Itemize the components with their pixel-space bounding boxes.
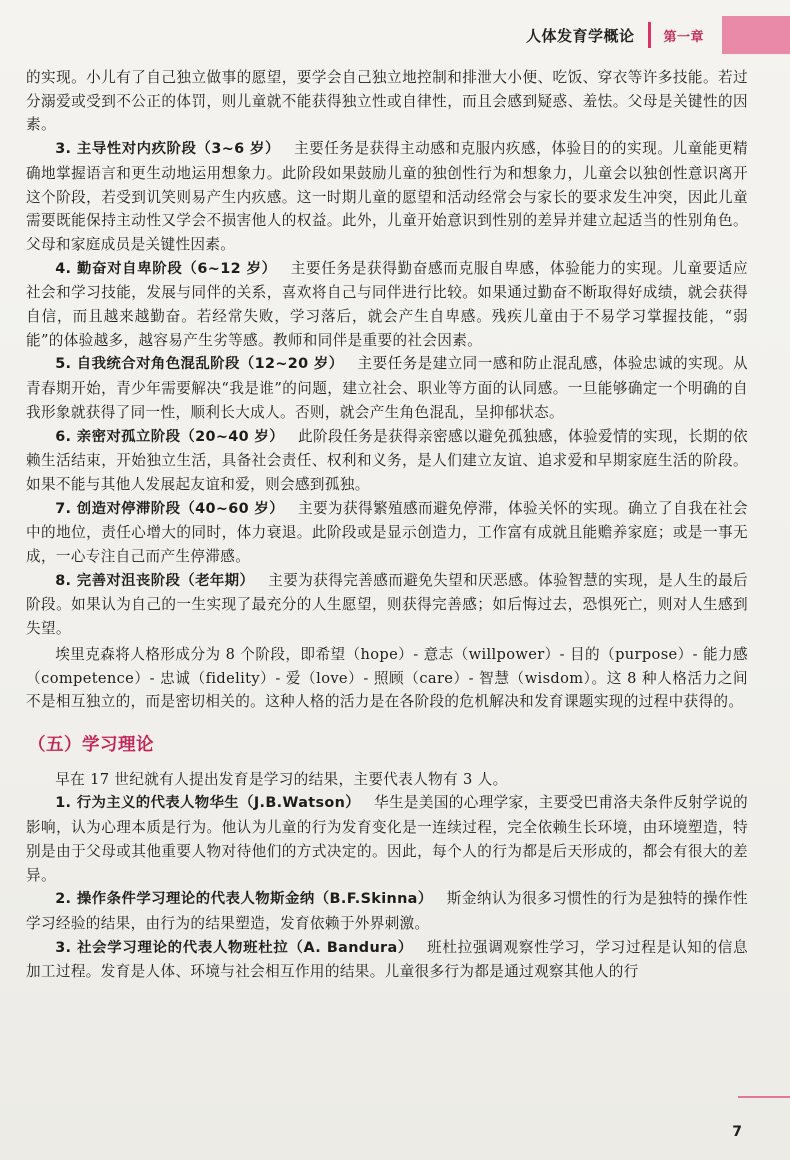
stage-title: 4. 勤奋对自卑阶段（6~12 岁） — [55, 260, 277, 277]
book-title: 人体发育学概论 — [525, 26, 635, 45]
stage-title: 8. 完善对沮丧阶段（老年期） — [55, 572, 255, 589]
stage-title: 5. 自我统合对角色混乱阶段（12~20 岁） — [55, 356, 344, 373]
section-heading: （五）学习理论 — [28, 734, 154, 755]
running-header — [526, 16, 790, 54]
paragraph-learning-intro: 早在 17 世纪就有人提出发育是学习的结果，主要代表人物有 3 人。 — [55, 770, 508, 788]
paragraph-stage-6 — [26, 425, 748, 497]
stage-text: 主要任务是获得主动感和克服内疚感，体验目的的实现。儿童能更精确地掌握语言和更生动地运用想象力。此阶段如果鼓励儿童的独创性行为和想象力，儿童会以独创性意识离开这个阶段，若受到讥笑则易产生内疚感。这一时期儿童的愿望和活动经常会与家长的要求发生冲突，因此儿童需要既能保持主动性又学会不损害他人的权益。此外，儿童开始意识到性别的差异并建立起适当的性别角色。父母和家庭成员是关键性因素。 — [26, 140, 748, 253]
paragraph-stage-8 — [26, 569, 748, 641]
header-divider — [648, 22, 651, 48]
stage-text: 主要任务是获得勤奋感而克服自卑感，体验能力的实现。儿童要适应社会和学习技能，发展与同伴的关系，喜欢将自己与同伴进行比较。如果通过勤奋不断取得好成绩，就会获得自信，而且越来越勤奋。若经常失败，学习落后，就会产生自卑感。残疾儿童由于不易学习掌握技能，“弱能”的体验越多，越容易产生劣等感。教师和同伴是重要的社会因素。 — [26, 259, 748, 349]
theory-title: 2. 操作条件学习理论的代表人物斯金纳（B.F.Skinna） — [55, 891, 433, 908]
theory-title: 1. 行为主义的代表人物华生（J.B.Watson） — [55, 795, 360, 812]
paragraph-stage-3 — [26, 137, 748, 257]
paragraph-watson — [26, 791, 748, 887]
theory-title: 3. 社会学习理论的代表人物班杜拉（A. Bandura） — [55, 939, 414, 956]
paragraph-continuation: 的实现。小儿有了自己独立做事的愿望，要学会自己独立地控制和排泄大小便、吃饭、穿衣等许多技能。若过分溺爱或受到不公正的体罚，则儿童就不能获得独立性或自律性，而且会感到疑惑、羞怯。父母是关键性的因素。 — [26, 69, 748, 134]
body-text — [26, 66, 748, 984]
theory-text: 斯金纳认为很多习惯性的行为是独特的操作性学习经验的结果，由行为的结果塑造，发育依赖于外界刺激。 — [26, 890, 748, 932]
paragraph-stage-5 — [26, 352, 748, 424]
stage-text: 主要为获得繁殖感而避免停滞，体验关怀的实现。确立了自我在社会中的地位，责任心增大的同时，体力衰退。此阶段或是显示创造力，工作富有成就且能赡养家庭；或是一事无成，一心专注自己而产生停滞感。 — [26, 499, 748, 566]
stage-text: 主要为获得完善感而避免失望和厌恶感。体验智慧的实现，是人生的最后阶段。如果认为自己的一生实现了最充分的人生愿望，则获得完善感；如后悔过去，恐惧死亡，则对人生感到失望。 — [26, 571, 748, 638]
page-number: 7 — [732, 1124, 742, 1140]
chapter-label: 第一章 — [663, 29, 704, 45]
footer-rule — [738, 1096, 790, 1098]
stage-text: 主要任务是建立同一感和防止混乱感，体验忠诚的实现。从青春期开始，青少年需要解决“我是谁”的问题，建立社会、职业等方面的认同感。一旦能够确定一个明确的自我形象就获得了同一性，顺利长大成人。否则，就会产生角色混乱，呈抑郁状态。 — [26, 355, 748, 421]
paragraph-summary: 埃里克森将人格形成分为 8 个阶段，即希望（hope）- 意志（willpower）- 目的（purpose）- 能力感（competence）- 忠诚（fidelity）- 爱（love）- 照顾（care）- 智慧（wisdom）。这 8 种人格活力之间不是相互独立的，而是密切相关的。这种人格的活力是在各阶段的危机解决和发育课题实现的过程中获得的。 — [26, 645, 748, 711]
theory-text: 华生是美国的心理学家，主要受巴甫洛夫条件反射学说的影响，认为心理本质是行为。他认为儿童的行为发育变化是一连续过程，完全依赖生长环境，由环境塑造，特别是由于父母或其他重要人物对待他们的方式决定的。因此，每个人的行为都是后天形成的，都会有很大的差异。 — [26, 794, 748, 884]
paragraph-skinner — [26, 887, 748, 935]
chapter-tab — [722, 16, 790, 54]
stage-title: 3. 主导性对内疚阶段（3~6 岁） — [55, 141, 280, 158]
paragraph-stage-4 — [26, 257, 748, 353]
stage-title: 6. 亲密对孤立阶段（20~40 岁） — [55, 428, 285, 445]
paragraph-stage-7 — [26, 497, 748, 569]
stage-text: 此阶段任务是获得亲密感以避免孤独感，体验爱情的实现，长期的依赖生活结束，开始独立生活，具备社会责任、权利和义务，是人们建立友谊、追求爱和早期家庭生活的阶段。如果不能与其他人发展起友谊和爱，则会感到孤独。 — [26, 427, 748, 493]
stage-title: 7. 创造对停滞阶段（40~60 岁） — [55, 500, 285, 517]
theory-text: 班杜拉强调观察性学习，学习过程是认知的信息加工过程。发育是人体、环境与社会相互作用的结果。儿童很多行为都是通过观察其他人的行 — [26, 938, 748, 981]
paragraph-bandura — [26, 936, 748, 984]
